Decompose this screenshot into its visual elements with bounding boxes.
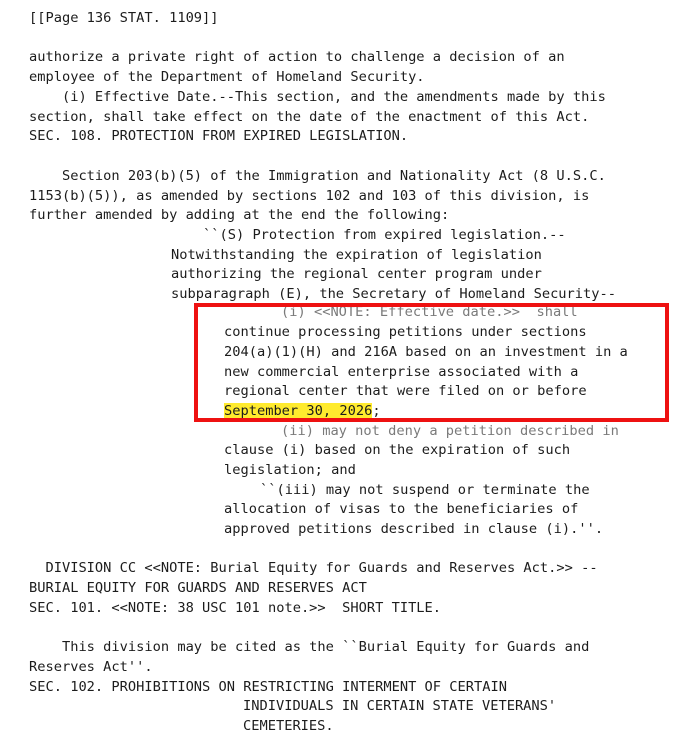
text-line: allocation of visas to the beneficiaries of (224, 501, 579, 517)
text-line: clause (i) based on the expiration of such (224, 442, 571, 458)
highlighted-date: September 30, 2026 (224, 403, 373, 419)
text-line: 204(a)(1)(H) and 216A based on an investment in a (224, 344, 628, 360)
text-line: Section 203(b)(5) of the Immigration and Nationality Act (8 U.S.C. (29, 168, 606, 184)
text-line: authorizing the regional center program under (171, 266, 542, 282)
text-line: 1153(b)(5)), as amended by sections 102 and 103 of this division, is (29, 188, 590, 204)
section-heading: CEMETERIES. (243, 718, 334, 734)
text-line: (i) <<NOTE: Effective date.>> shall (281, 304, 578, 320)
text-line: further amended by adding at the end the following: (29, 207, 450, 223)
section-heading: SEC. 101. <<NOTE: 38 USC 101 note.>> SHORT TITLE. (29, 600, 442, 616)
text-line: approved petitions described in clause (i).''. (224, 521, 604, 537)
red-highlight-box (194, 303, 669, 422)
page-header: [[Page 136 STAT. 1109]] (29, 10, 219, 26)
text-line: Reserves Act''. (29, 659, 153, 675)
section-heading: INDIVIDUALS IN CERTAIN STATE VETERANS' (243, 698, 557, 714)
text-line: ``(iii) may not suspend or terminate the (260, 482, 590, 498)
text-line: This division may be cited as the ``Burial Equity for Guards and (29, 639, 590, 655)
text-line: new commercial enterprise associated with a (224, 364, 579, 380)
text-line: (ii) may not deny a petition described in (281, 423, 619, 439)
text-line: continue processing petitions under sections (224, 324, 587, 340)
text-line: authorize a private right of action to challenge a decision of an (29, 49, 565, 65)
section-heading: SEC. 108. PROTECTION FROM EXPIRED LEGISLATION. (29, 128, 409, 144)
text-line: Notwithstanding the expiration of legislation (171, 247, 542, 263)
section-heading: SEC. 102. PROHIBITIONS ON RESTRICTING INTERMENT OF CERTAIN (29, 679, 507, 695)
text-line: regional center that were filed on or before (224, 383, 587, 399)
text-line: (i) Effective Date.--This section, and the amendments made by this (29, 89, 606, 105)
division-heading: BURIAL EQUITY FOR GUARDS AND RESERVES ACT (29, 580, 367, 596)
text-line: section, shall take effect on the date of the enactment of this Act. (29, 109, 590, 125)
text-fragment: ; (372, 403, 381, 419)
text-line: employee of the Department of Homeland Security. (29, 69, 425, 85)
division-heading: DIVISION CC <<NOTE: Burial Equity for Guards and Reserves Act.>> -- (29, 560, 598, 576)
text-line: subparagraph (E), the Secretary of Homeland Security-- (171, 286, 616, 302)
text-line: legislation; and (224, 462, 356, 478)
text-line: ``(S) Protection from expired legislation.-- (203, 227, 566, 243)
